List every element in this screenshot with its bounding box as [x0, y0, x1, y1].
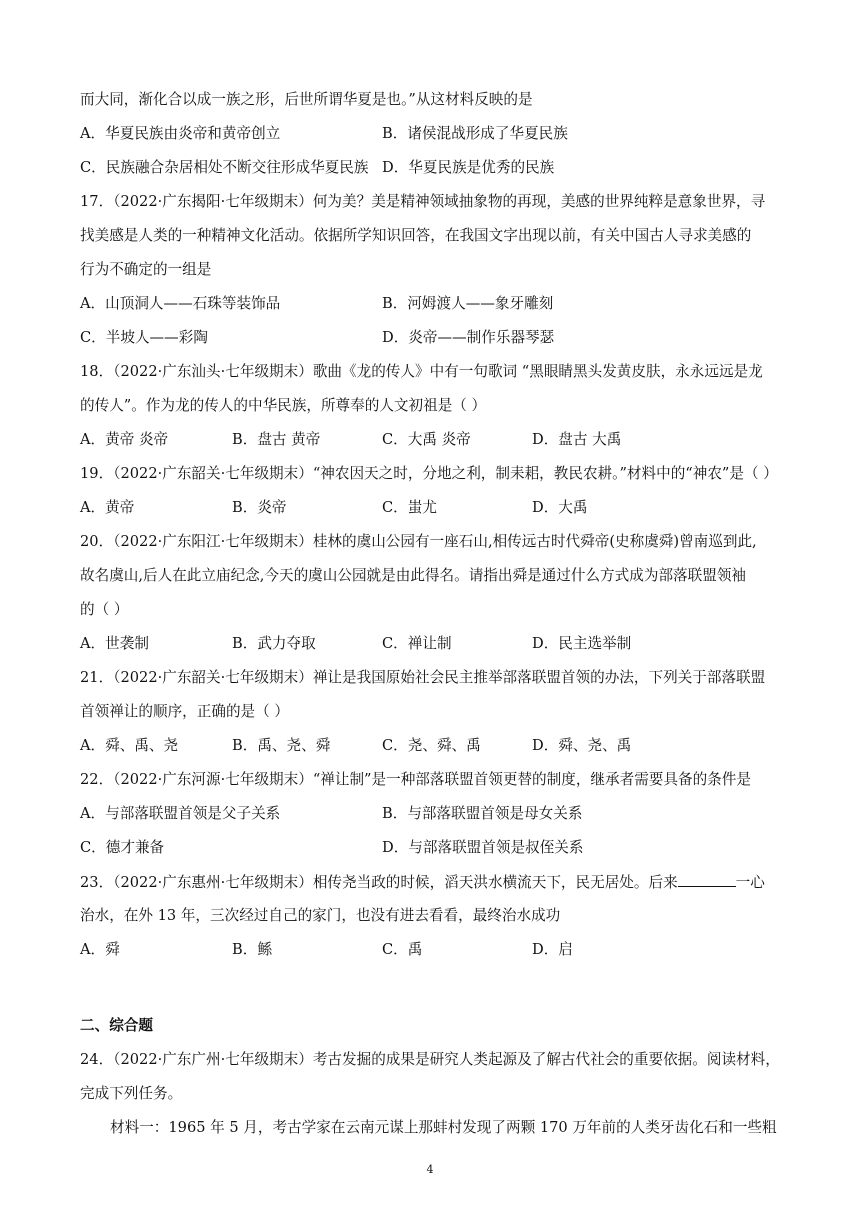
q20-option-a[interactable]: A．世袭制 — [80, 635, 149, 652]
q20-option-d[interactable]: D．民主选举制 — [532, 635, 632, 652]
q18-option-d[interactable]: D．盘古 大禹 — [532, 431, 622, 448]
q16-options-row2 — [80, 158, 780, 178]
q17-stem-line1: 17．（2022·广东揭阳·七年级期末）何为美？美是精神领域抽象物的再现，美感的世界纯粹是意象世界，寻 — [80, 193, 766, 210]
q16-option-a[interactable]: A．华夏民族由炎帝和黄帝创立 — [80, 125, 281, 142]
q16-option-d[interactable]: D．华夏民族是优秀的民族 — [382, 159, 555, 176]
q19-stem-line1: 19．（2022·广东韶关·七年级期末）“神农因天之时，分地之利，制耒耜，教民农耕。”材料中的“神农”是（ ） — [80, 465, 778, 482]
q18-option-c[interactable]: C．大禹 炎帝 — [382, 431, 471, 448]
q22-options-row2 — [80, 838, 780, 858]
q21-option-a[interactable]: A．舜、禹、尧 — [80, 737, 179, 754]
q20-stem-line3: 的（ ） — [80, 601, 129, 618]
q16-option-b[interactable]: B．诸侯混战形成了华夏民族 — [382, 125, 568, 142]
q17-option-b[interactable]: B．河姆渡人——象牙雕刻 — [382, 295, 554, 312]
q23-stem-after-blank: 一心 — [735, 874, 765, 891]
q21-option-c[interactable]: C．尧、舜、禹 — [382, 737, 481, 754]
q20-stem-line2: 故名虞山,后人在此立庙纪念,今天的虞山公园就是由此得名。请指出舜是通过什么方式成为部落联盟领袖 — [80, 567, 747, 584]
q23-stem-line2: 治水，在外 13 年，三次经过自己的家门，也没有进去看看，最终治水成功 — [80, 907, 561, 924]
q23-option-c[interactable]: C．禹 — [382, 941, 423, 958]
q17-option-c[interactable]: C．半坡人——彩陶 — [80, 329, 208, 346]
q17-options-row2 — [80, 328, 780, 348]
q22-option-d[interactable]: D．与部落联盟首领是叔侄关系 — [382, 839, 584, 856]
q20-option-b[interactable]: B．武力夺取 — [232, 635, 316, 652]
q20-option-c[interactable]: C．禅让制 — [382, 635, 452, 652]
q21-option-d[interactable]: D．舜、尧、禹 — [532, 737, 632, 754]
q16-option-c[interactable]: C．民族融合杂居相处不断交往形成华夏民族 — [80, 159, 369, 176]
q18-option-a[interactable]: A．黄帝 炎帝 — [80, 431, 169, 448]
q19-option-b[interactable]: B．炎帝 — [232, 499, 287, 516]
q18-option-b[interactable]: B．盘古 黄帝 — [232, 431, 321, 448]
q21-stem-line2: 首领禅让的顺序，正确的是（ ） — [80, 703, 289, 720]
q23-option-d[interactable]: D．启 — [532, 941, 573, 958]
q23-options — [80, 940, 780, 960]
section-heading-comprehensive: 二、综合题 — [80, 1017, 153, 1034]
q18-stem-line2: 的传人”。作为龙的传人的中华民族，所尊奉的人文初祖是（ ） — [80, 397, 487, 414]
q23-stem-line1 — [80, 872, 765, 893]
q21-options — [80, 736, 780, 756]
q24-material-1: 材料一：1965 年 5 月，考古学家在云南元谋上那蚌村发现了两颗 170 万年前的人类牙齿化石和一些粗 — [110, 1119, 777, 1136]
q22-options-row1 — [80, 804, 780, 824]
q22-option-b[interactable]: B．与部落联盟首领是母女关系 — [382, 805, 583, 822]
q22-option-a[interactable]: A．与部落联盟首领是父子关系 — [80, 805, 281, 822]
q22-stem-line1: 22．（2022·广东河源·七年级期末）“禅让制”是一种部落联盟首领更替的制度，继承者需要具备的条件是 — [80, 771, 751, 788]
q20-stem-line1: 20．（2022·广东阳江·七年级期末）桂林的虞山公园有一座石山,相传远古时代舜帝(史称虞舜)曾南巡到此, — [80, 533, 757, 550]
q16-continuation: 而大同，渐化合以成一族之形，后世所谓华夏是也。”从这材料反映的是 — [80, 91, 533, 108]
q17-option-a[interactable]: A．山顶洞人——石珠等装饰品 — [80, 295, 281, 312]
q24-stem-line1: 24．（2022·广东广州·七年级期末）考古发掘的成果是研究人类起源及了解古代社会的重要依据。阅读材料， — [80, 1051, 780, 1068]
q18-stem-line1: 18．（2022·广东汕头·七年级期末）歌曲《龙的传人》中有一句歌词 “黑眼睛黑头发黄皮肤，永永远远是龙 — [80, 363, 763, 380]
q17-option-d[interactable]: D．炎帝——制作乐器琴瑟 — [382, 329, 555, 346]
q21-option-b[interactable]: B．禹、尧、舜 — [232, 737, 331, 754]
q19-option-a[interactable]: A．黄帝 — [80, 499, 135, 516]
q22-option-c[interactable]: C．德才兼备 — [80, 839, 165, 856]
q18-options — [80, 430, 780, 450]
q19-options — [80, 498, 780, 518]
q23-stem-before-blank: 23．（2022·广东惠州·七年级期末）相传尧当政的时候，滔天洪水横流天下，民无居处。后来 — [80, 874, 678, 891]
q24-stem-line2: 完成下列任务。 — [80, 1085, 183, 1102]
q21-stem-line1: 21．（2022·广东韶关·七年级期末）禅让是我国原始社会民主推举部落联盟首领的办法，下列关于部落联盟 — [80, 669, 766, 686]
page-number: 4 — [426, 1163, 434, 1176]
q23-option-b[interactable]: B．鲧 — [232, 941, 272, 958]
q23-answer-blank[interactable] — [678, 872, 736, 887]
q20-options — [80, 634, 780, 654]
q16-options-row1 — [80, 124, 780, 144]
q19-option-d[interactable]: D．大禹 — [532, 499, 588, 516]
q17-options-row1 — [80, 294, 780, 314]
q17-stem-line2: 找美感是人类的一种精神文化活动。依据所学知识回答，在我国文字出现以前，有关中国古人寻求美感的 — [80, 227, 752, 244]
q23-option-a[interactable]: A．舜 — [80, 941, 120, 958]
q19-option-c[interactable]: C．蚩尤 — [382, 499, 437, 516]
q17-stem-line3: 行为不确定的一组是 — [80, 261, 212, 278]
